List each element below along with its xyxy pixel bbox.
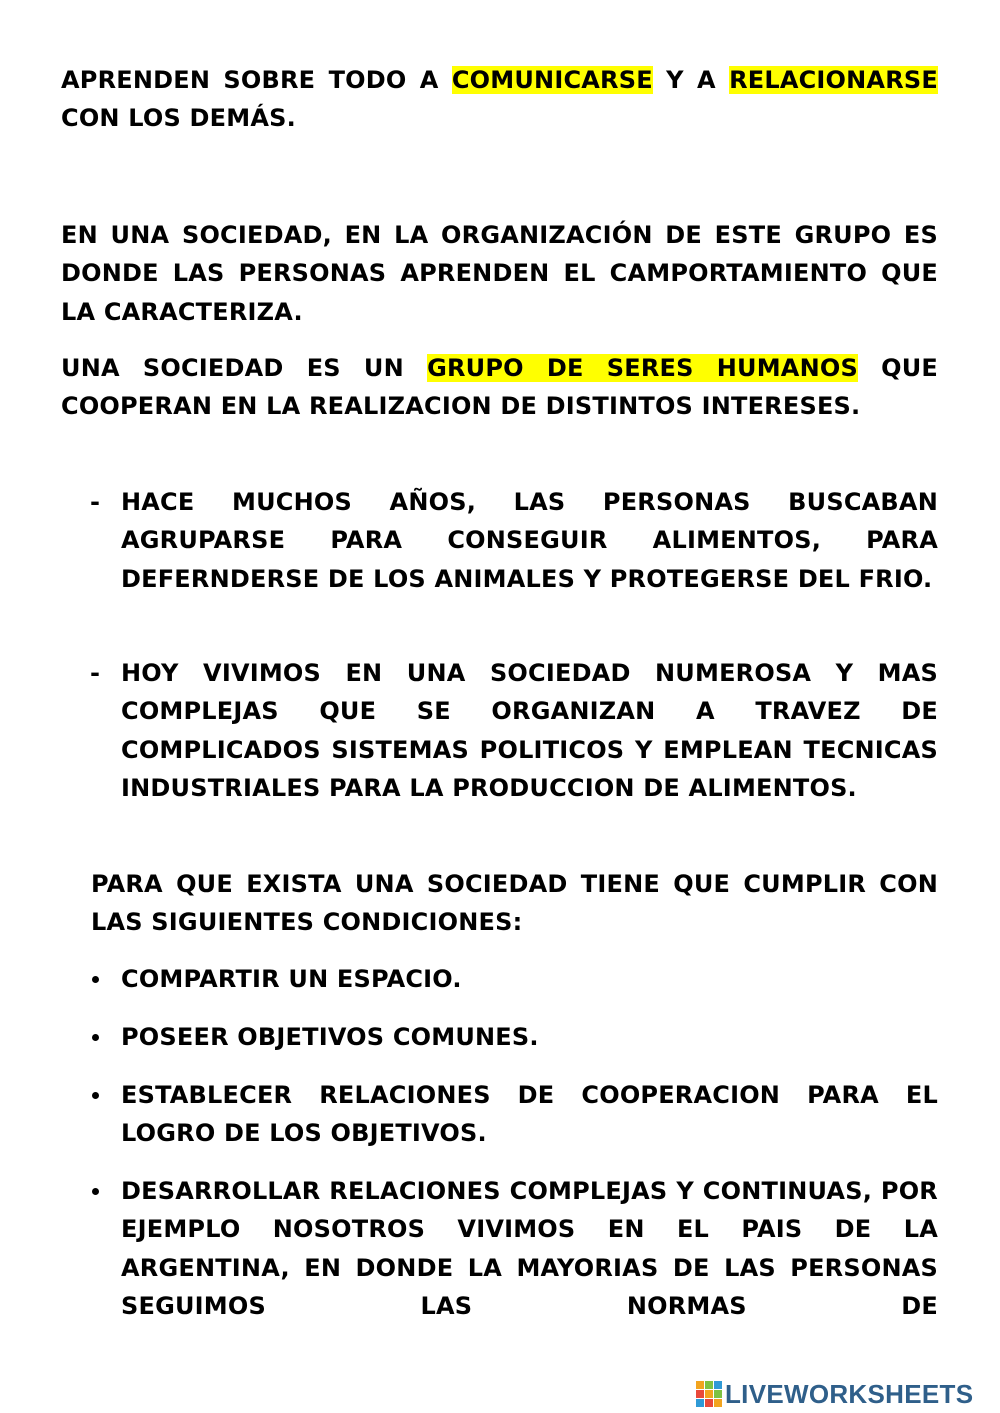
bullet-icon [92,1034,99,1041]
dash-marker: - [90,659,100,687]
paragraph-1 [61,61,938,138]
liveworksheets-logo [696,1378,973,1410]
logo-text: LIVEWORKSHEETS [725,1378,974,1409]
logo-grid-icon [696,1381,722,1407]
highlight-comunicarse: COMUNICARSE [451,66,653,94]
p1-text-1: APRENDEN SOBRE TODO A [61,66,452,94]
bullet-icon [92,1188,99,1195]
paragraph-3 [61,349,938,426]
p3-text-1: UNA SOCIEDAD ES UN [61,354,428,382]
paragraph-2: EN UNA SOCIEDAD, EN LA ORGANIZACIÓN DE ESTE GRUPO ES DONDE LAS PERSONAS APRENDEN EL CAMPORTAMIENTO QUE LA CARACTERIZA. [61,221,938,326]
bullet-icon [92,1092,99,1099]
bullet-icon [92,976,99,983]
bullet-item: DESARROLLAR RELACIONES COMPLEJAS Y CONTINUAS, POR EJEMPLO NOSOTROS VIVIMOS EN EL PAIS DE LA ARGENTINA, EN DONDE LA MAYORIAS DE LAS PERSONAS SEGUIMOS LAS NORMAS DE [121,1177,938,1320]
conditions-intro: PARA QUE EXISTA UNA SOCIEDAD TIENE QUE CUMPLIR CON LAS SIGUIENTES CONDICIONES: [91,870,938,937]
p1-text-2: Y A [652,66,730,94]
dash-item: HACE MUCHOS AÑOS, LAS PERSONAS BUSCABAN AGRUPARSE PARA CONSEGUIR ALIMENTOS, PARA DEFERNDERSE DE LOS ANIMALES Y PROTEGERSE DEL FRIO. [121,488,938,593]
bullet-item: POSEER OBJETIVOS COMUNES. [121,1023,539,1051]
highlight-relacionarse: RELACIONARSE [729,66,938,94]
p3-text-2: QUE COOPERAN EN LA REALIZACION DE DISTINTOS INTERESES. [61,354,938,421]
dash-item: HOY VIVIMOS EN UNA SOCIEDAD NUMEROSA Y MAS COMPLEJAS QUE SE ORGANIZAN A TRAVEZ DE COMPLICADOS SISTEMAS POLITICOS Y EMPLEAN TECNICAS INDUSTRIALES PARA LA PRODUCCION DE ALIMENTOS. [121,659,938,802]
highlight-grupo-seres-humanos: GRUPO DE SERES HUMANOS [427,354,858,382]
bullet-item: ESTABLECER RELACIONES DE COOPERACION PARA EL LOGRO DE LOS OBJETIVOS. [121,1081,938,1148]
dash-marker: - [90,488,100,516]
p1-text-3: CON LOS DEMÁS. [61,104,296,133]
bullet-item: COMPARTIR UN ESPACIO. [121,965,462,993]
